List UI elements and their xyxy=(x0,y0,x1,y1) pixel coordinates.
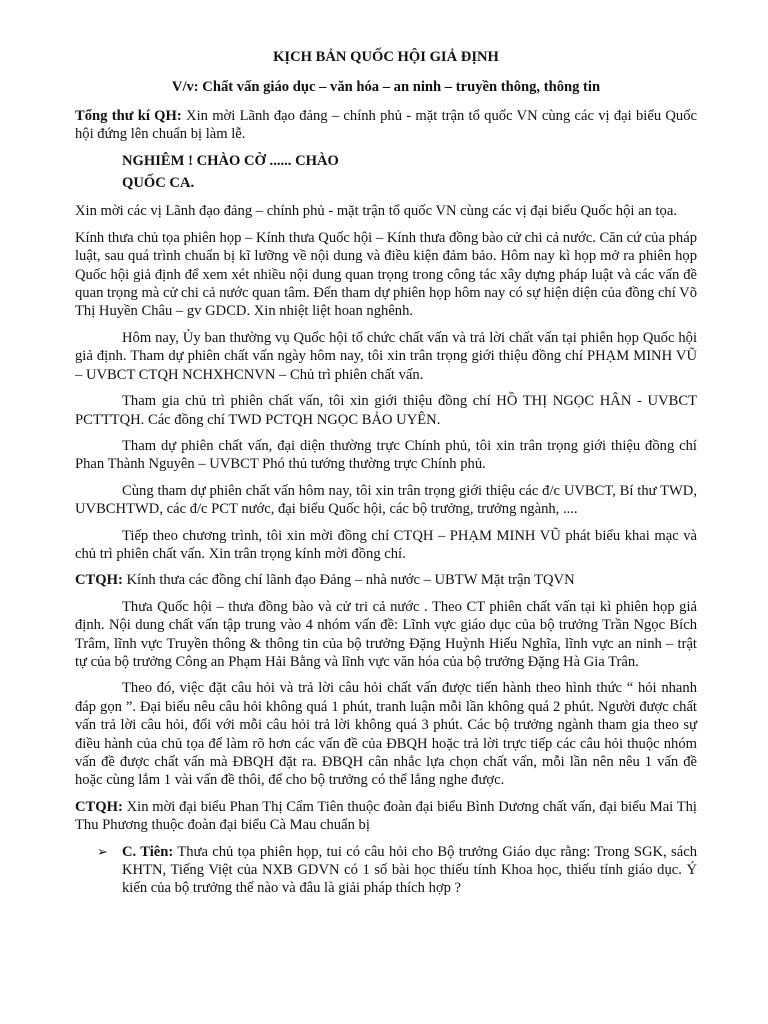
paragraph-session-rules: Theo đó, việc đặt câu hỏi và trả lời câu hỏi chất vấn được tiến hành theo hình thức “ hỏi nhanh đáp gọn ”. Đại biểu nêu câu hỏi không quá 1 phút, tranh luận mỗi lần không quá 2 phút. Người được chất vấn trả lời câu hỏi, đối với mỗi câu hỏi trả lời không quá 3 phút. Các bộ trưởng ngành tham gia theo sự điều hành của chủ tọa để làm rõ hơn các vấn đề của ĐBQH hoặc trả lời trực tiếp các câu hỏi thuộc nhóm vấn đề được chất vấn mà ĐBQH đặt ra. ĐBQH cân nhắc lựa chọn chất vấn, mỗi lần nên nêu 1 vấn đề hoặc cùng lắm 1 vài vấn đề thôi, để cho bộ trưởng có thể lắng nghe được. xyxy=(75,680,697,789)
speaker-label: CTQH: xyxy=(75,572,123,589)
paragraph-session-topics: Thưa Quốc hội – thưa đồng bào và cử tri cả nước . Theo CT phiên chất vấn tại kì phiên họp giả định. Nội dung chất vấn tập trung vào 4 nhóm vấn đề: Lĩnh vực giáo dục của bộ trưởng Trần Ngọc Bích Trâm, lĩnh vực Truyền thông & thông tin của bộ trưởng Đặng Huỳnh Hiếu Nghĩa, lĩnh vực an ninh – trật tự của bộ trưởng Công an Phạm Hải Bằng và lĩnh vực văn hóa của bộ trưởng Đặng Hà Gia Trân. xyxy=(75,598,697,670)
paragraph-introduce-vice-chair: Tham gia chủ trì phiên chất vấn, tôi xin giới thiệu đồng chí HỒ THỊ NGỌC HÂN - UVBCT PCTTTQH. Các đồng chí TWD PCTQH NGỌC BẢO UYÊN. xyxy=(75,393,697,428)
paragraph-be-seated: Xin mời các vị Lãnh đạo đảng – chính phủ - mặt trận tổ quốc VN cùng các vị đại biểu Quốc hội an tọa. xyxy=(75,203,677,220)
paragraph-introduce-government: Tham dự phiên chất vấn, đại diện thường trực Chính phủ, tôi xin trân trọng giới thiệu đồng chí Phan Thành Nguyên – UVBCT Phó thủ tướng thường trực Chính phủ. xyxy=(75,437,697,473)
paragraph-introduce-chair: Hôm nay, Ủy ban thường vụ Quốc hội tổ chức chất vấn và trả lời chất vấn tại phiên họp Quốc hội giả định. Tham dự phiên chất vấn ngày hôm nay, tôi xin trân trọng giới thiệu đồng chí PHẠM MINH VŨ – UVBCT CTQH NCHXHCNVN – Chủ trì phiên chất vấn. xyxy=(75,329,697,383)
paragraph-invite-delegate xyxy=(75,798,697,835)
paragraph-text: Xin mời Lãnh đạo đảng – chính phủ - mặt trận tổ quốc VN cùng các vị đại biểu Quốc hội đứng lên chuẩn bị làm lễ. xyxy=(75,107,698,143)
speaker-label: Tổng thư kí QH: xyxy=(75,107,182,124)
question-text: Thưa chủ tọa phiên họp, tui có câu hỏi cho Bộ trưởng Giáo dục rằng: Trong SGK, sách KHTN, Tiếng Việt của NXB GDVN có 1 số bài học thiếu tính Khoa học, thiếu tính giáo dục. Ý kiến của bộ trưởng thế nào và đâu là giải pháp thích hợp ? xyxy=(122,843,697,897)
speaker-label: C. Tiên: xyxy=(122,843,174,860)
question-item xyxy=(75,843,697,898)
paragraph-opening-address: Kính thưa chủ tọa phiên họp – Kính thưa Quốc hội – Kính thưa đồng bào cử chi cả nước. Căn cứ của pháp luật, sau quá trình chuẩn bị kĩ lưỡng về nội dung và điều kiện đảm bảo. Hôm nay kì họp mở ra phiên họp Quốc hội giả định để xem xét nhiều nội dung quan trọng trong công tác xây dựng pháp luật và các vấn đề quan trọng mà cử chi cả nước quan tâm. Đến tham dự phiên họp hôm nay có sự hiện diện của đồng chí Võ Thị Huyền Châu – gv GDCD. Xin nhiệt liệt hoan nghênh. xyxy=(75,229,697,320)
paragraph-secretary-opening xyxy=(75,107,697,144)
paragraph-chair-greeting xyxy=(75,571,697,589)
paragraph-text: Kính thưa các đồng chí lãnh đạo Đảng – nhà nước – UBTW Mặt trận TQVN xyxy=(122,572,575,589)
salute-line: NGHIÊM ! CHÀO CỜ ...... CHÀO xyxy=(122,152,339,169)
paragraph-text: Xin mời đại biểu Phan Thị Cẩm Tiên thuộc đoàn đại biểu Bình Dương chất vấn, đại biểu Mai Thị Thu Phương thuộc đoàn đại biểu Cà Mau chuẩn bị xyxy=(75,798,697,834)
anthem-line: QUỐC CA. xyxy=(122,175,195,192)
document-subtitle: V/v: Chất vấn giáo dục – văn hóa – an ninh – truyền thông, thông tin xyxy=(171,79,601,96)
speaker-label: CTQH: xyxy=(75,798,123,815)
arrow-bullet-icon: ➢ xyxy=(97,843,108,859)
document-page xyxy=(75,48,697,898)
paragraph-invite-chair: Tiếp theo chương trình, tôi xin mời đồng chí CTQH – PHẠM MINH VŨ phát biểu khai mạc và chủ trì phiên chất vấn. Xin trân trọng kính mời đồng chí. xyxy=(75,527,697,562)
paragraph-introduce-attendees: Cùng tham dự phiên chất vấn hôm nay, tôi xin trân trọng giới thiệu các đ/c UVBCT, Bí thư TWD, UVBCHTWD, các đ/c PCT nước, đại biểu Quốc hội, các bộ trưởng, trưởng ngành, .... xyxy=(75,482,697,518)
document-title: KỊCH BẢN QUỐC HỘI GIẢ ĐỊNH xyxy=(273,49,499,65)
